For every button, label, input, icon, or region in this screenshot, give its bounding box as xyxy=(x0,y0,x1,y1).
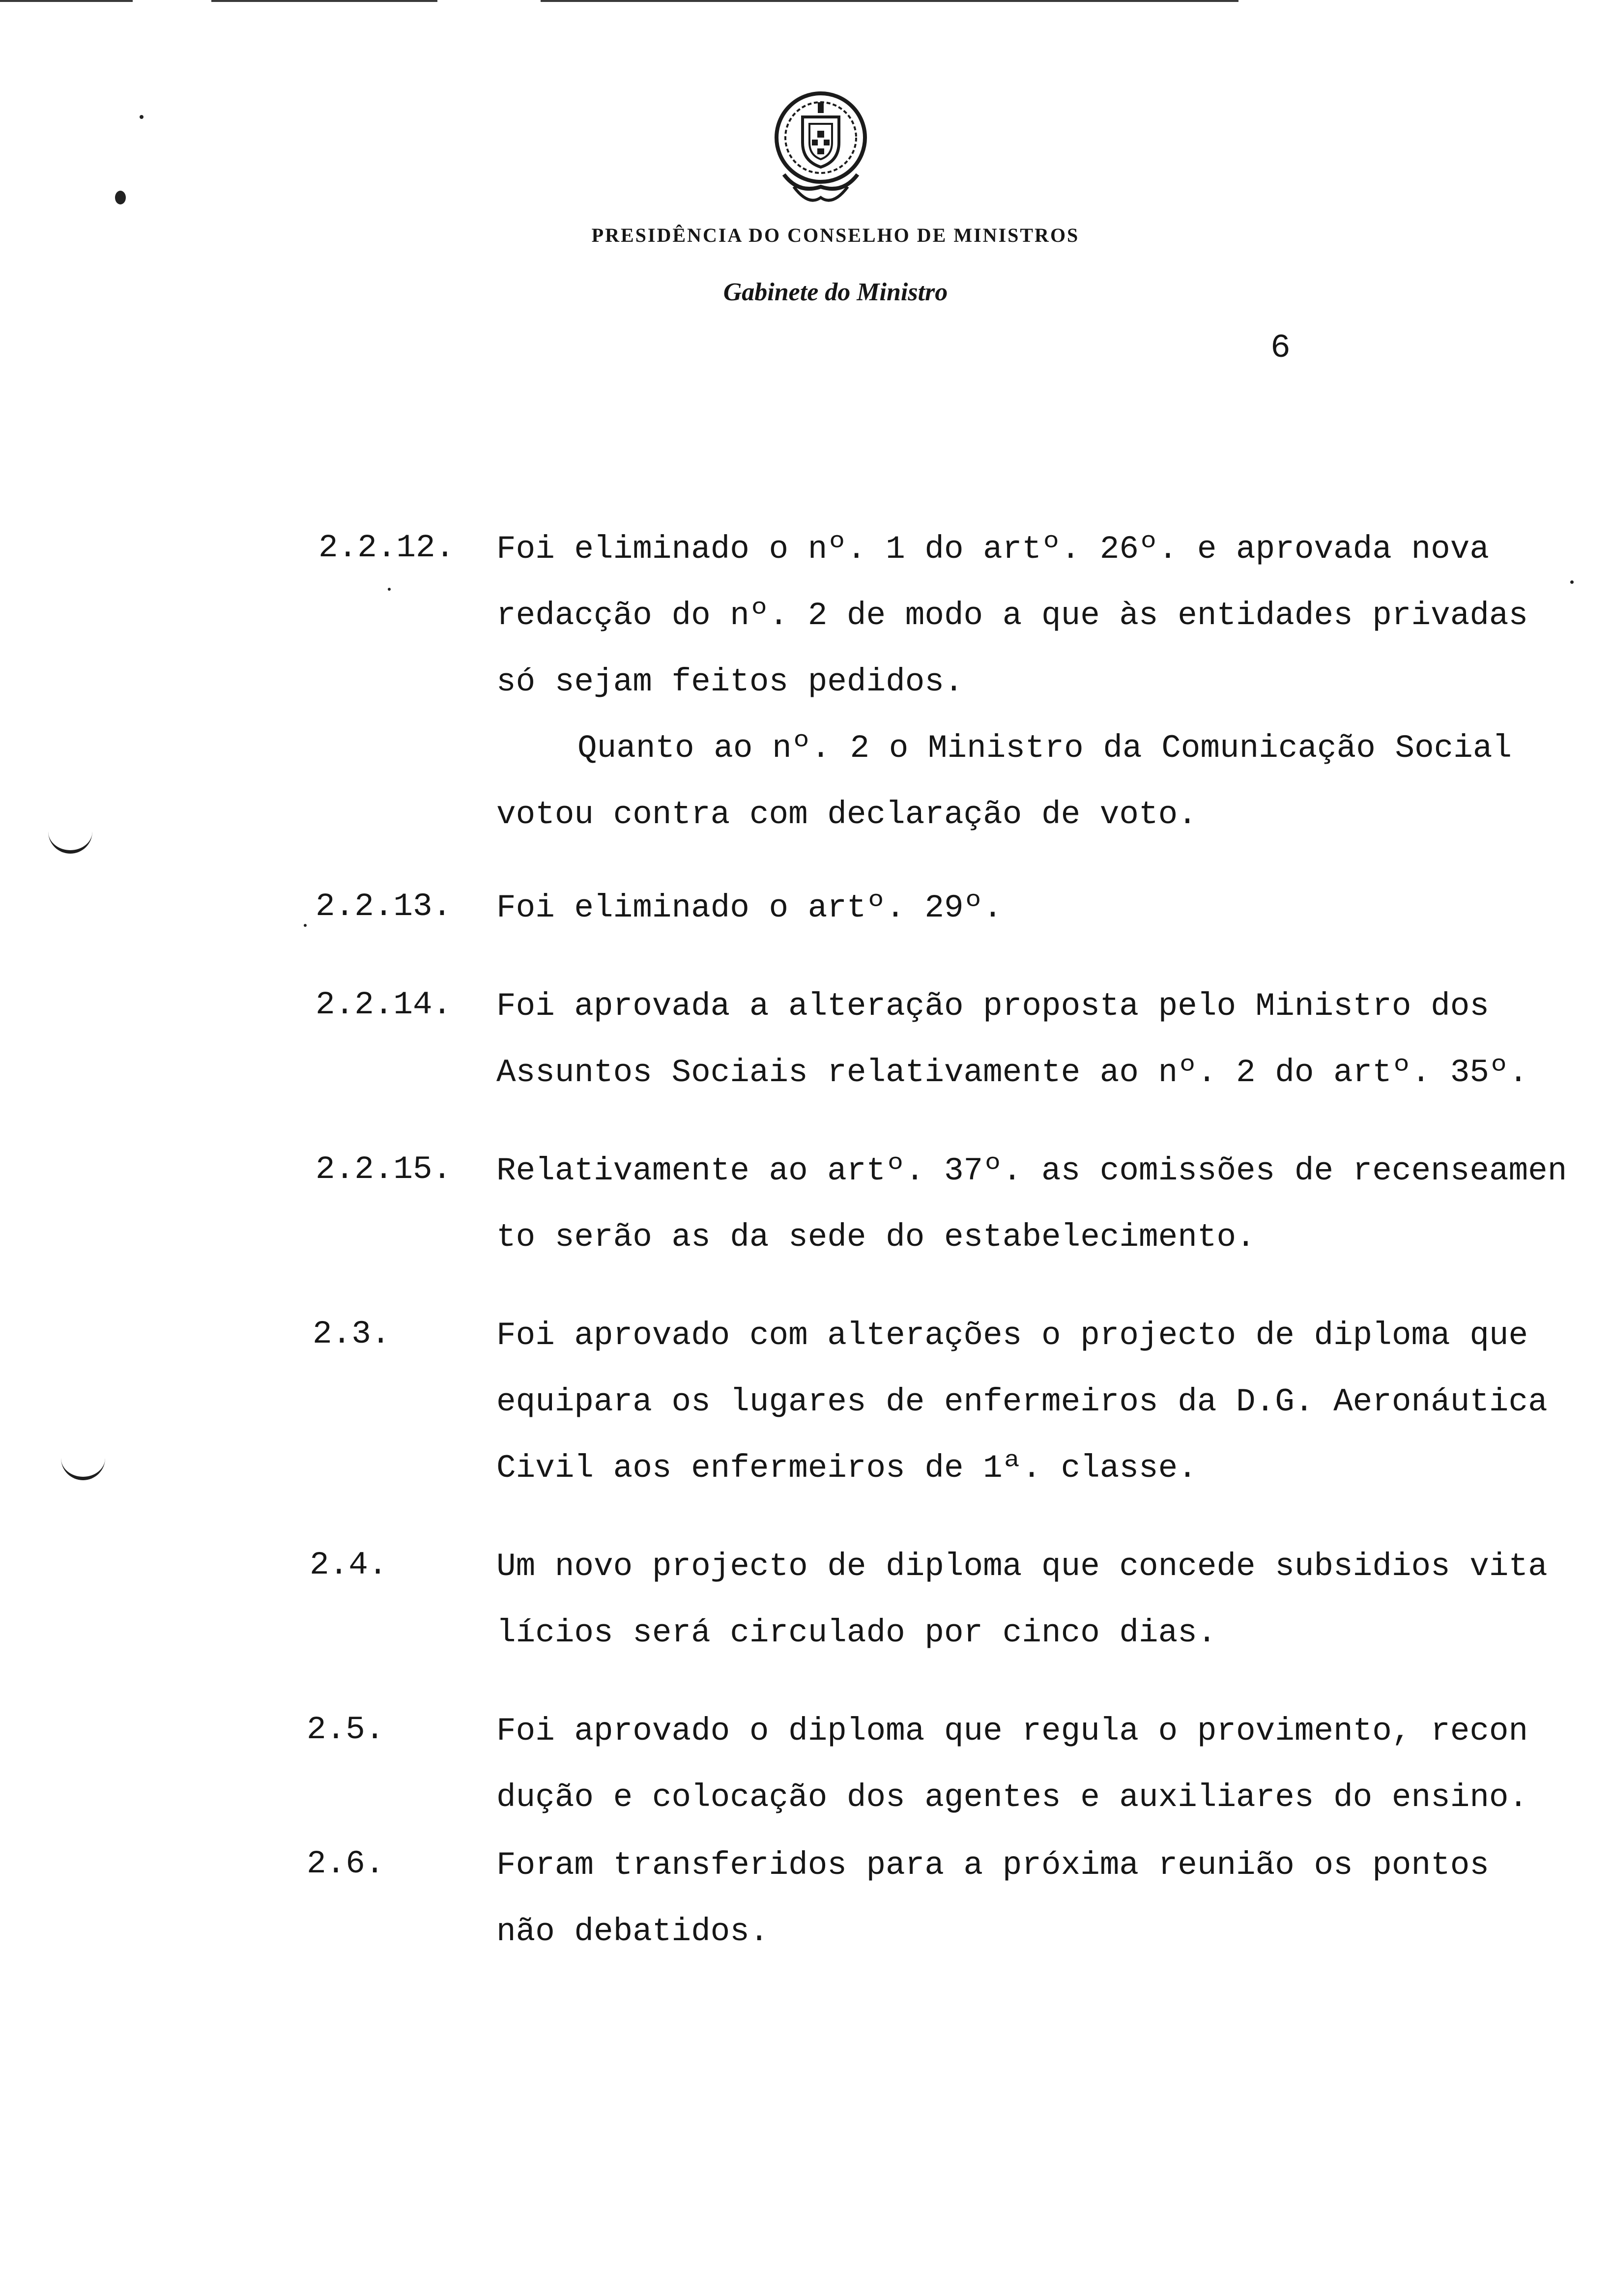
scan-edge xyxy=(0,0,133,2)
item-text xyxy=(496,1832,1578,1965)
item-number: 2.2.13. xyxy=(316,888,452,925)
text-line: Foi eliminado o nº. 1 do artº. 26º. e aprovada nova xyxy=(496,531,1489,568)
scan-speck xyxy=(304,924,307,927)
item-text xyxy=(496,1533,1578,1666)
item-number: 2.4. xyxy=(310,1547,388,1583)
text-line: só sejam feitos pedidos. xyxy=(496,663,964,700)
text-line: Relativamente ao artº. 37º. as comissões de recenseamen xyxy=(496,1152,1567,1189)
item-text xyxy=(496,973,1578,1106)
margin-mark xyxy=(61,1457,105,1480)
item-text xyxy=(496,1138,1578,1270)
text-line: Civil aos enfermeiros de 1ª. classe. xyxy=(496,1450,1197,1487)
text-line: redacção do nº. 2 de modo a que às entidades privadas xyxy=(496,597,1528,634)
item-number: 2.5. xyxy=(307,1711,385,1748)
scan-speck xyxy=(388,588,391,591)
page-number: 6 xyxy=(1270,329,1291,367)
text-line: lícios será circulado por cinco dias. xyxy=(496,1614,1217,1651)
text-line: Assuntos Sociais relativamente ao nº. 2 do artº. 35º. xyxy=(496,1054,1528,1091)
coat-of-arms-emblem xyxy=(764,88,877,211)
office-subtitle: Gabinete do Ministro xyxy=(723,278,948,306)
item-text xyxy=(496,875,1578,941)
item-text xyxy=(496,1302,1578,1501)
item-text xyxy=(496,516,1578,848)
text-line: Um novo projecto de diploma que concede subsidios vita xyxy=(496,1548,1548,1585)
item-number: 2.2.15. xyxy=(316,1151,452,1188)
item-number: 2.2.12. xyxy=(318,529,455,566)
scan-edge xyxy=(924,0,1238,2)
office-title: PRESIDÊNCIA DO CONSELHO DE MINISTROS xyxy=(591,224,1080,246)
text-line: equipara os lugares de enfermeiros da D.G. Aeronáutica xyxy=(496,1383,1548,1420)
text-line: não debatidos. xyxy=(496,1913,769,1950)
item-number: 2.2.14. xyxy=(316,986,452,1023)
item-text xyxy=(496,1698,1578,1831)
scan-speck xyxy=(140,115,144,119)
text-line: to serão as da sede do estabelecimento. xyxy=(496,1219,1256,1256)
text-line: votou contra com declaração de voto. xyxy=(496,796,1197,833)
text-line: Foram transferidos para a próxima reunião os pontos xyxy=(496,1847,1489,1884)
text-line: dução e colocação dos agentes e auxiliares do ensino. xyxy=(496,1779,1528,1816)
text-line: Foi eliminado o artº. 29º. xyxy=(496,890,1003,926)
text-line: Foi aprovada a alteração proposta pelo Ministro dos xyxy=(496,988,1489,1025)
text-line: Quanto ao nº. 2 o Ministro da Comunicação Social xyxy=(577,730,1512,767)
scan-speck xyxy=(115,191,126,204)
text-line: Foi aprovado o diploma que regula o provimento, recon xyxy=(496,1713,1528,1750)
margin-mark xyxy=(48,831,92,854)
scan-edge xyxy=(211,0,437,2)
item-number: 2.6. xyxy=(307,1845,385,1882)
text-line: Foi aprovado com alterações o projecto de diploma que xyxy=(496,1317,1528,1354)
item-number: 2.3. xyxy=(313,1316,391,1352)
